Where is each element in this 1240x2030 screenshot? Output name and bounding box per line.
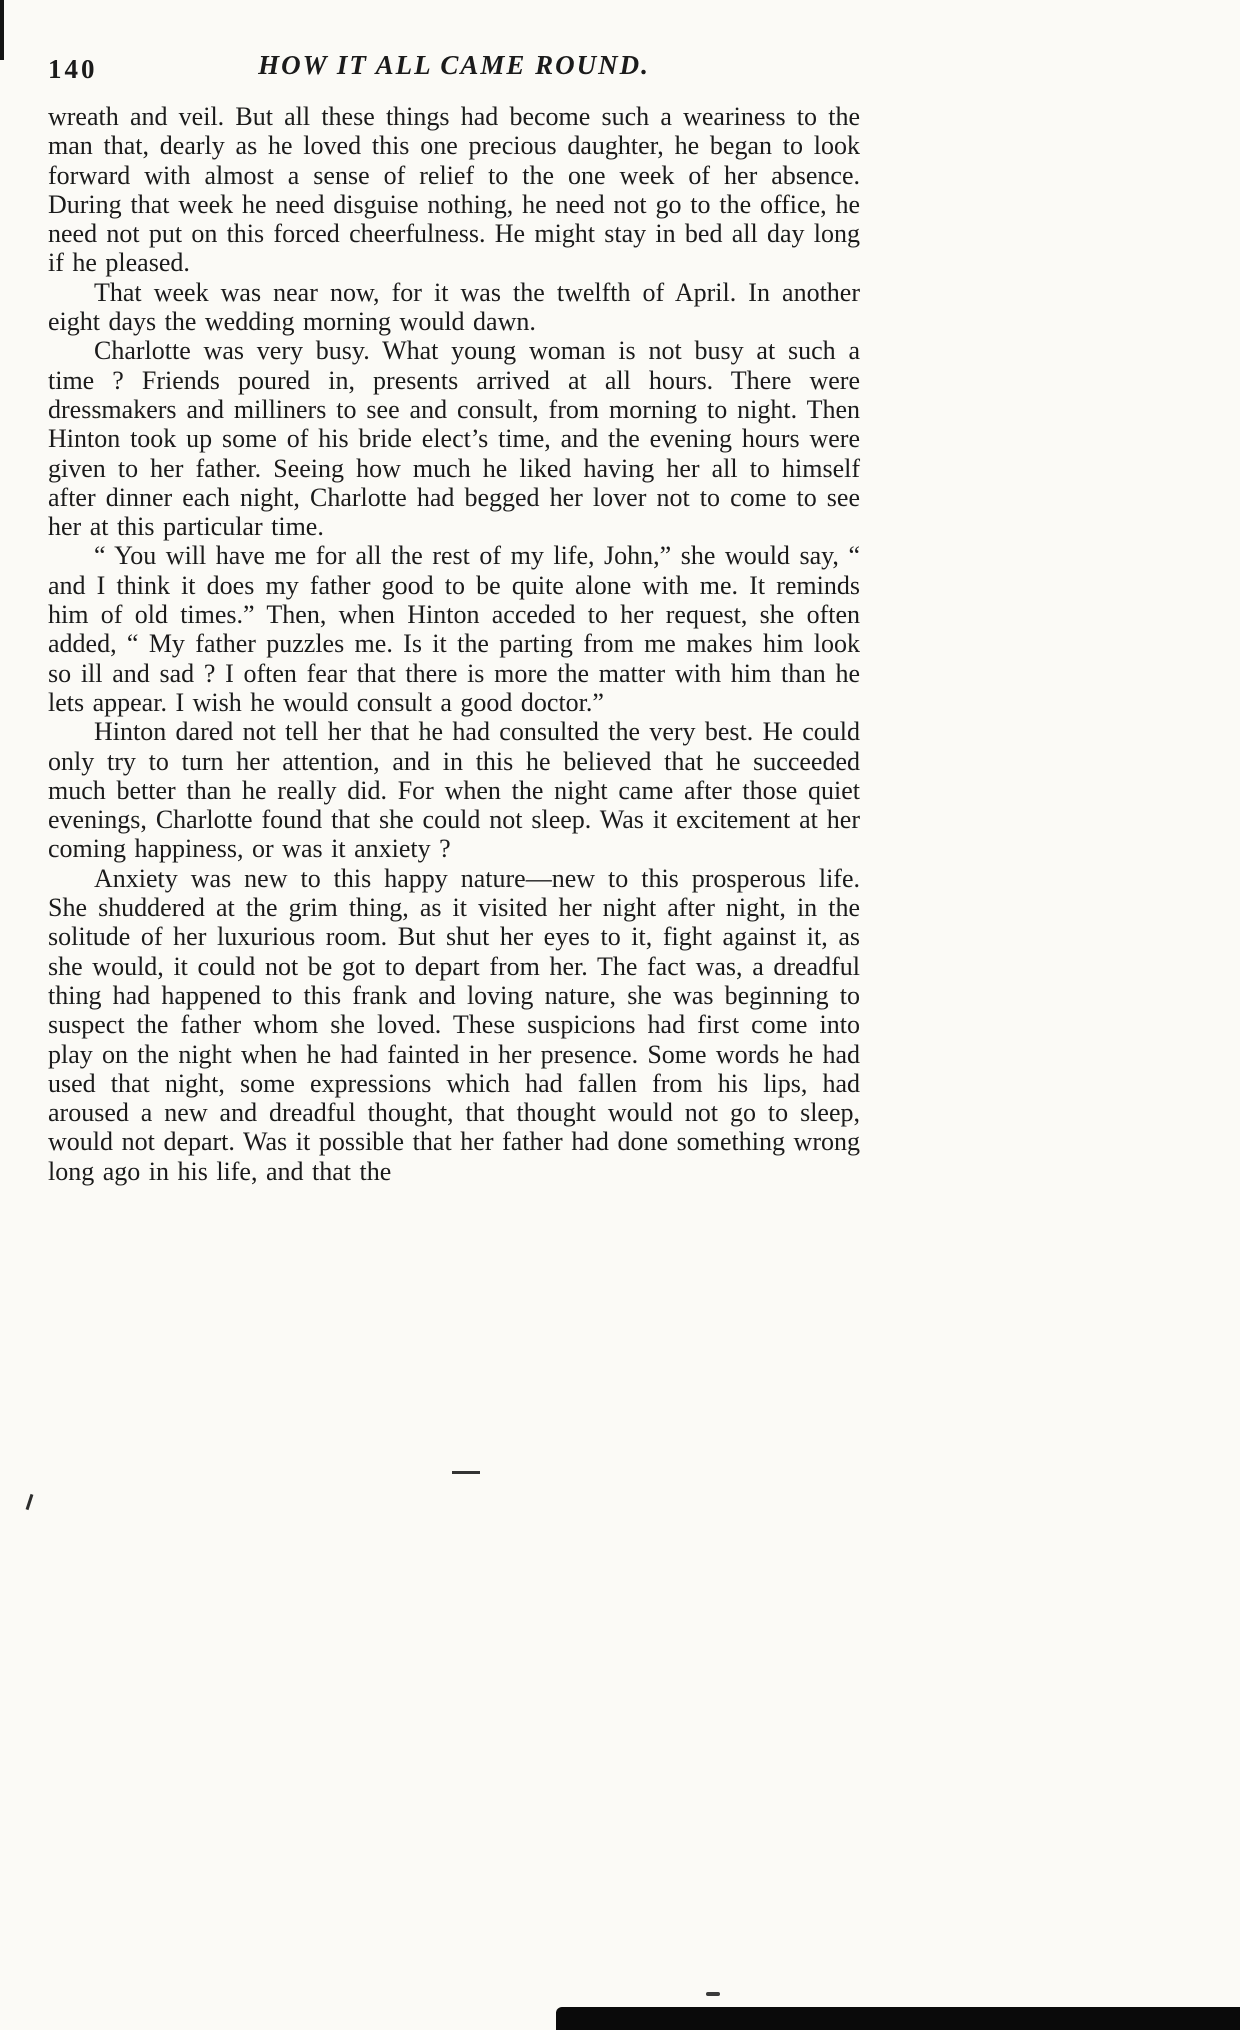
scan-edge-artifact: [556, 2007, 1240, 2030]
scan-speck-artifact: [452, 1471, 480, 1474]
paragraph: Hinton dared not tell her that he had consulted the very best. He could only try to turn her attention, and in this he believed that he succeeded much better than he really did. For when the night came after those quiet evenings, Charlotte found that she could not sleep. Was it excitement at her coming happiness, or was it anxiety ?: [48, 717, 860, 864]
scan-edge-artifact: [0, 0, 4, 60]
paragraph: That week was near now, for it was the twelfth of April. In another eight days the wedding morning would dawn.: [48, 277, 860, 337]
page-header: [48, 50, 860, 86]
page-text: [48, 102, 860, 1186]
paragraph: Charlotte was very busy. What young woman is not busy at such a time ? Friends poured in, presents arrived at all hours. There were dressmakers and milliners to see and consult, from morning to night. Then Hinton took up some of his bride elect’s time, and the evening hours were given to her father. Seeing how much he liked having her all to himself after dinner each night, Charlotte had begged her lover not to come to see her at this particular time.: [48, 336, 860, 542]
running-title: HOW IT ALL CAME ROUND.: [258, 50, 650, 80]
scan-speck-artifact: [26, 1494, 34, 1510]
page-number: 140: [48, 54, 98, 84]
scan-speck-artifact: [706, 1992, 720, 1996]
paragraph: wreath and veil. But all these things had become such a weariness to the man that, dearly as he loved this one precious daughter, he began to look forward with almost a sense of relief to the one week of her absence. During that week he need disguise nothing, he need not go to the office, he need not put on this forced cheerfulness. He might stay in bed all day long if he pleased.: [48, 102, 860, 278]
paragraph: Anxiety was new to this happy nature—new to this prosperous life. She shuddered at the grim thing, as it visited her night after night, in the solitude of her luxurious room. But shut her eyes to it, fight against it, as she would, it could not be got to depart from her. The fact was, a dreadful thing had happened to this frank and loving nature, she was beginning to suspect the father whom she loved. These suspicions had first come into play on the night when he had fainted in her presence. Some words he had used that night, some expressions which had fallen from his lips, had aroused a new and dreadful thought, that thought would not go to sleep, would not depart. Was it possible that her father had done something wrong long ago in his life, and that the: [48, 863, 860, 1186]
paragraph: “ You will have me for all the rest of my life, John,” she would say, “ and I think it does my father good to be quite alone with me. It reminds him of old times.” Then, when Hinton acceded to her request, she often added, “ My father puzzles me. Is it the parting from me makes him look so ill and sad ? I often fear that there is more the matter with him than he lets appear. I wish he would consult a good doctor.”: [48, 541, 860, 717]
